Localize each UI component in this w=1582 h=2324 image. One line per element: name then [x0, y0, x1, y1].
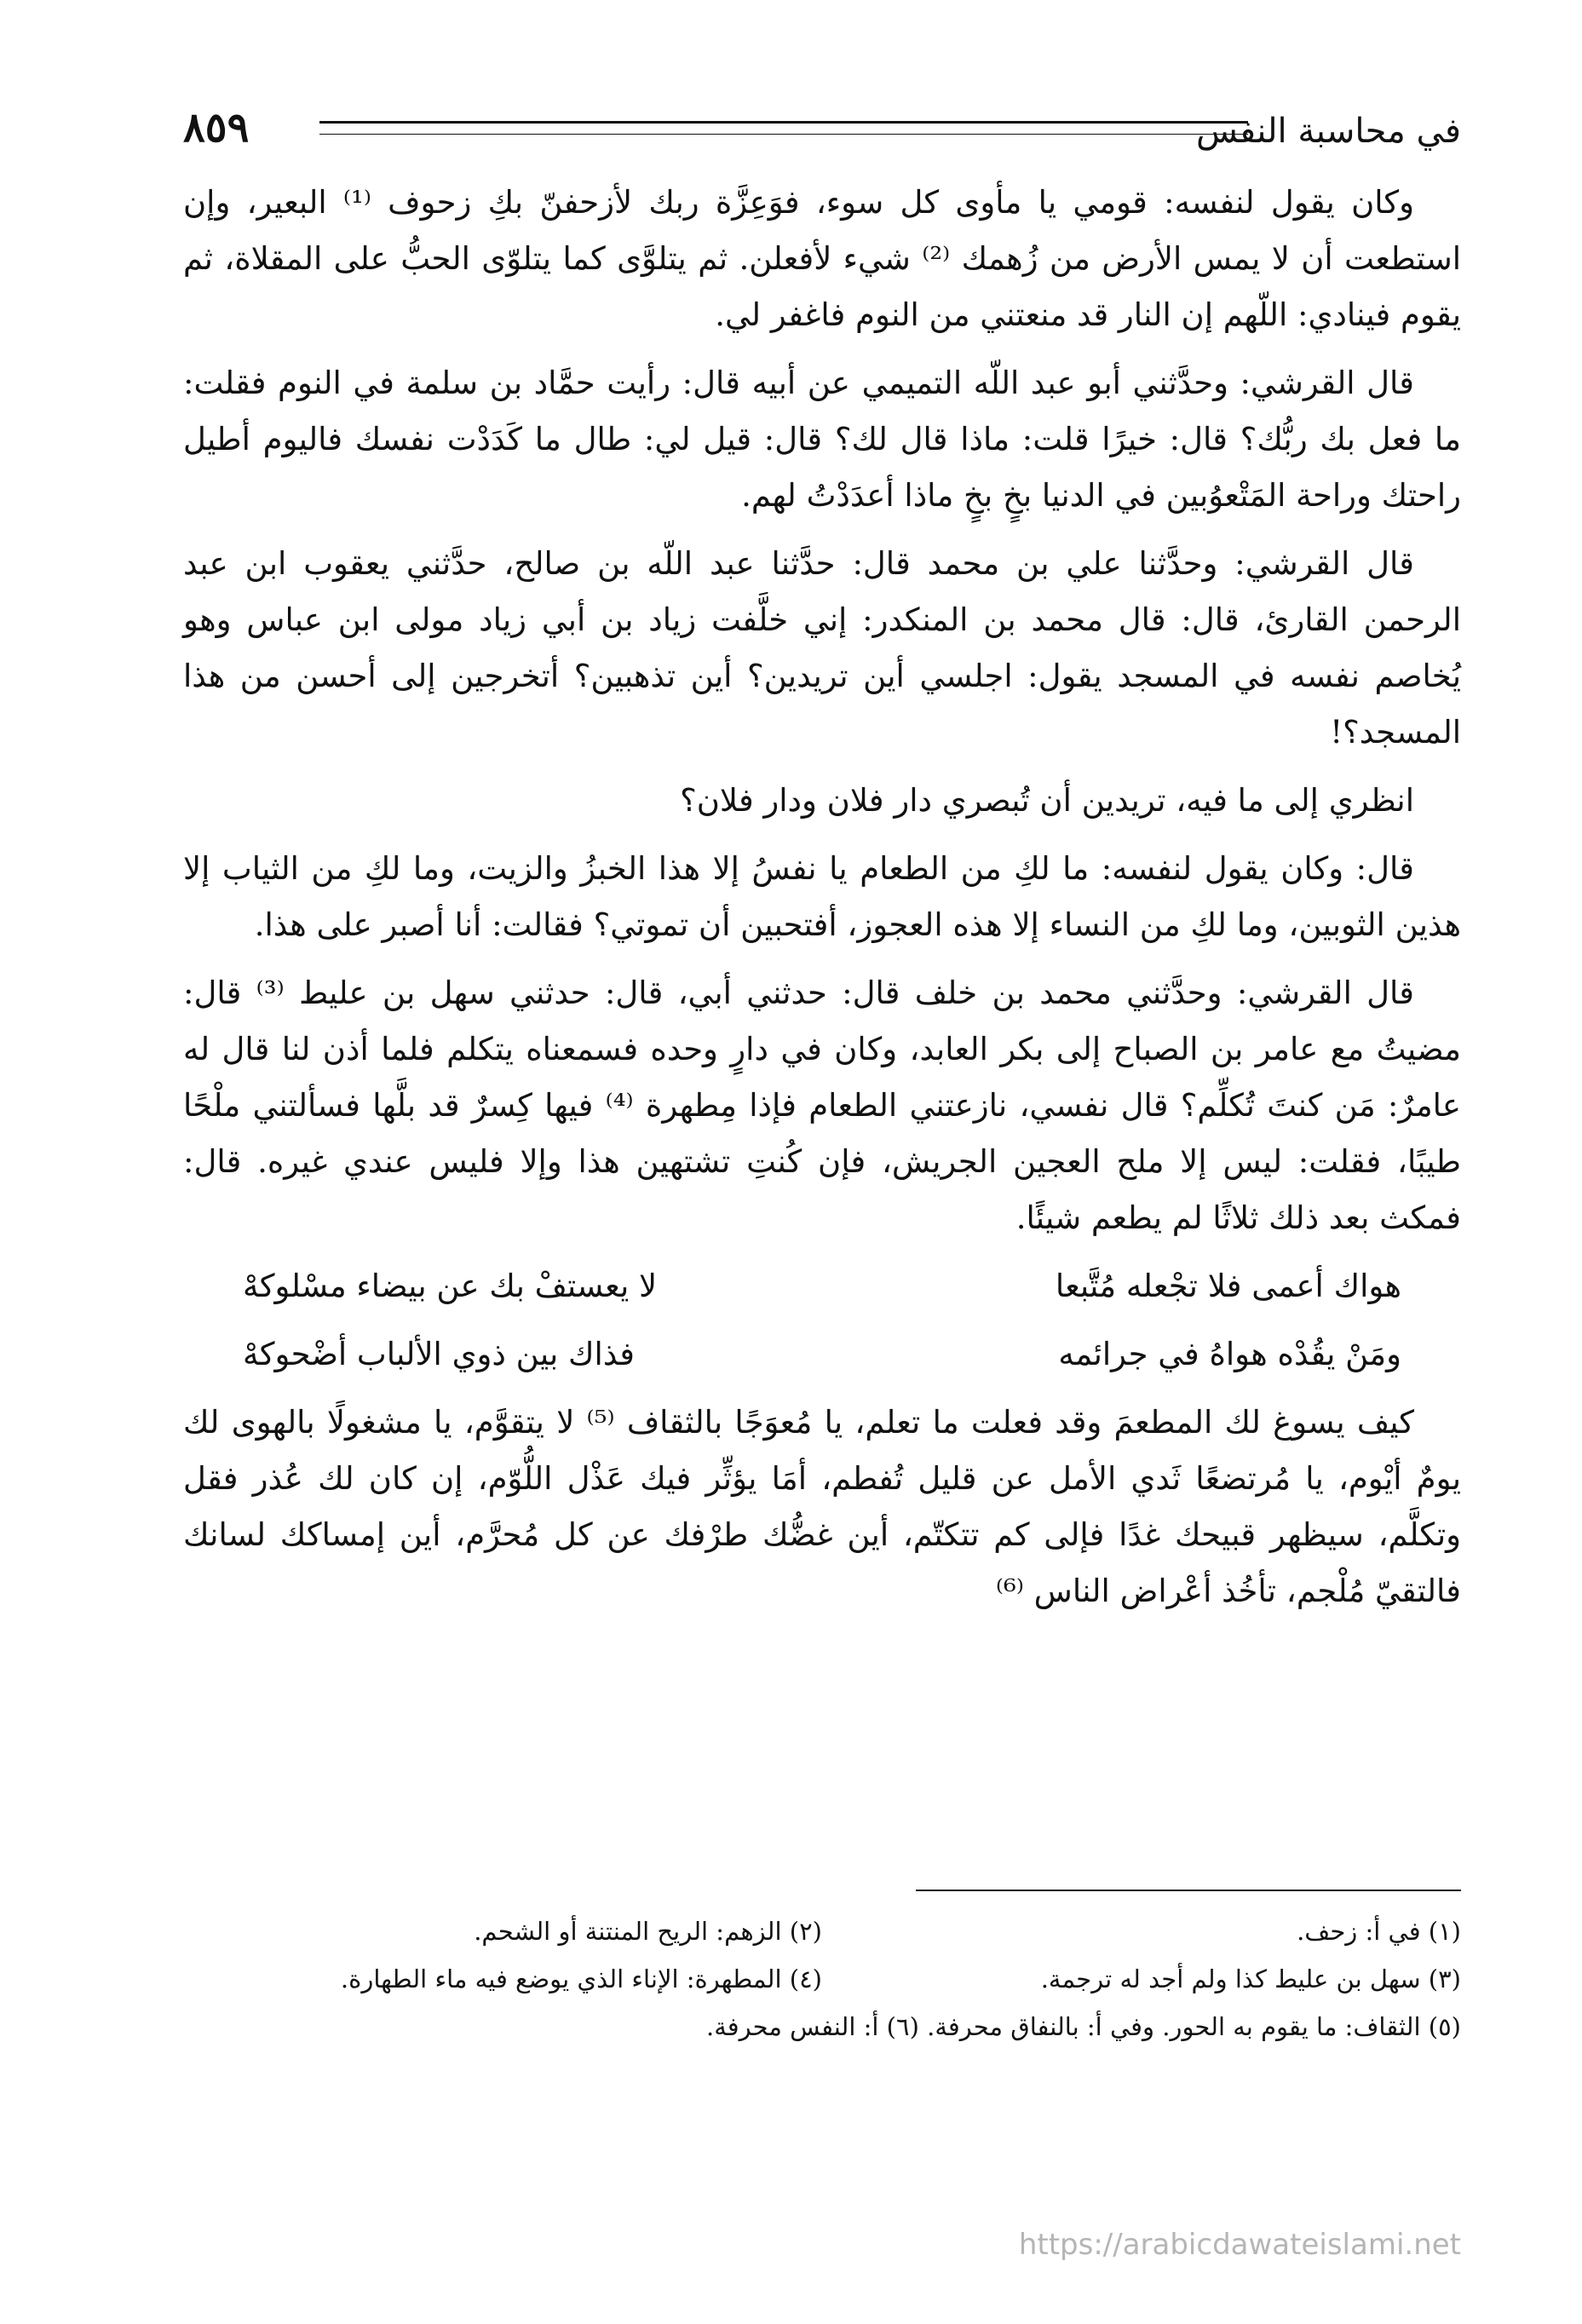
poem-verses	[183, 1258, 1461, 1383]
footnote-2: (٢) الزهم: الريح المنتنة أو الشحم.	[474, 1917, 822, 1946]
verse-second-hemistich: فذاك بين ذوي الألباب أضْحوكهْ	[243, 1336, 635, 1372]
verse-line	[183, 1258, 1461, 1314]
footnote-1: (١) في أ: زحف.	[1297, 1917, 1461, 1946]
paragraph: قال القرشي: وحدَّثني محمد بن خلف قال: حدثني أبي، قال: حدثني سهل بن عليط ⁽³⁾ قال: مضيتُ مع عامر بن الصباح إلى بكر العابد، وكان في دارٍ وحده فسمعناه يتكلم فلما أذن لنا قال له عامرٌ: مَن كنتَ تُكلِّم؟ قال نفسي، نازعتني الطعام فإذا مِطهرة ⁽⁴⁾ فيها كِسرٌ قد بلَّها فسألتني ملْحًا طيبًا، فقلت: ليس إلا ملح العجين الجريش، فإن كُنتِ تشتهين هذا وإلا فليس عندي غيره. قال: فمكث بعد ذلك ثلاثًا لم يطعم شيئًا.	[183, 975, 1461, 1236]
footnote-3: (٣) سهل بن عليط كذا ولم أجد له ترجمة.	[1040, 1964, 1461, 1993]
header-rule	[319, 121, 1248, 135]
paragraph: قال القرشي: وحدَّثني أبو عبد اللّه التميمي عن أبيه قال: رأيت حمَّاد بن سلمة في النوم فقلت: ما فعل بك ربُّك؟ قال: خيرًا قلت: ماذا قال لك؟ قال: قيل لي: طال ما كَدَدْت نفسك فاليوم أطيل راحتك وراحة المَتْعوُبين في الدنيا بخٍ بخٍ ماذا أعدَدْتُ لهم.	[183, 365, 1461, 514]
book-page	[183, 102, 1461, 2283]
verse-first-hemistich: هواك أعمى فلا تجْعله مُتَّبعا	[1055, 1268, 1401, 1304]
running-header	[183, 102, 1461, 162]
watermark-url: https://arabicdawateislami.net	[1018, 2228, 1461, 2262]
paragraph: كيف يسوغ لك المطعمَ وقد فعلت ما تعلم، يا مُعوَجًا بالثقاف ⁽⁵⁾ لا يتقوَّم، يا مشغولًا بالهوى لك يومٌ أيْوم، يا مُرتضعًا ثَدي الأمل عن قليل تُفطم، أمَا يؤثِّر فيك عَذْل اللُّوّم، إن كان لك عُذر فقل وتكلَّم، سيظهر قبيحك غدًا فإلى كم تتكتّم، أين غضُّك طرْفك عن كل مُحرَّم، أين إمساكك لسانك فالتقيّ مُلْجم، تأخُذ أعْراض الناس ⁽⁶⁾	[183, 1404, 1461, 1609]
footnote-row	[183, 1958, 1461, 2000]
footnote-5-6: (٥) الثقاف: ما يقوم به الحور. وفي أ: بالنفاق محرفة. (٦) أ: النفس محرفة.	[706, 2012, 1461, 2041]
body-text	[183, 175, 1461, 1631]
verse-second-hemistich: لا يعستفْ بك عن بيضاء مسْلوكهْ	[243, 1268, 658, 1304]
paragraph: انظري إلى ما فيه، تريدين أن تُبصري دار فلان ودار فلان؟	[680, 782, 1414, 819]
verse-first-hemistich: ومَنْ يقُدْه هواهُ في جرائمه	[1058, 1336, 1401, 1372]
page-number: ٨٥٩	[183, 104, 250, 152]
paragraph: قال: وكان يقول لنفسه: ما لكِ من الطعام يا نفسُ إلا هذا الخبزُ والزيت، وما لكِ من الثياب إلا هذين الثوبين، وما لكِ من النساء إلا هذه العجوز، أفتحبين أن تموتي؟ فقالت: أنا أصبر على هذا.	[183, 850, 1461, 943]
footnote-divider	[916, 1890, 1461, 1891]
paragraph: وكان يقول لنفسه: قومي يا مأوى كل سوء، فوَعِزَّة ربك لأزحفنّ بكِ زحوف ⁽¹⁾ البعير، وإن استطعت أن لا يمس الأرض من زُهمك ⁽²⁾ شيء لأفعلن. ثم يتلوَّى كما يتلوّى الحبُّ على المقلاة، ثم يقوم فينادي: اللّهم إن النار قد منعتني من النوم فاغفر لي.	[183, 184, 1462, 333]
footnotes	[183, 1910, 1461, 2053]
footnote-row	[183, 1910, 1461, 1953]
header-title: في محاسبة النفس	[1196, 112, 1461, 151]
paragraph: قال القرشي: وحدَّثنا علي بن محمد قال: حدَّثنا عبد اللّه بن صالح، حدَّثني يعقوب ابن عبد الرحمن القارئ، قال: قال محمد بن المنكدر: إني خلَّفت زياد بن أبي زياد مولى ابن عباس وهو يُخاصم نفسه في المسجد يقول: اجلسي أين تريدين؟ أين تذهبين؟ أتخرجين إلى أحسن من هذا المسجد؟!	[183, 545, 1461, 751]
verse-line	[183, 1326, 1461, 1383]
footnote-4: (٤) المطهرة: الإناء الذي يوضع فيه ماء الطهارة.	[340, 1964, 822, 1993]
